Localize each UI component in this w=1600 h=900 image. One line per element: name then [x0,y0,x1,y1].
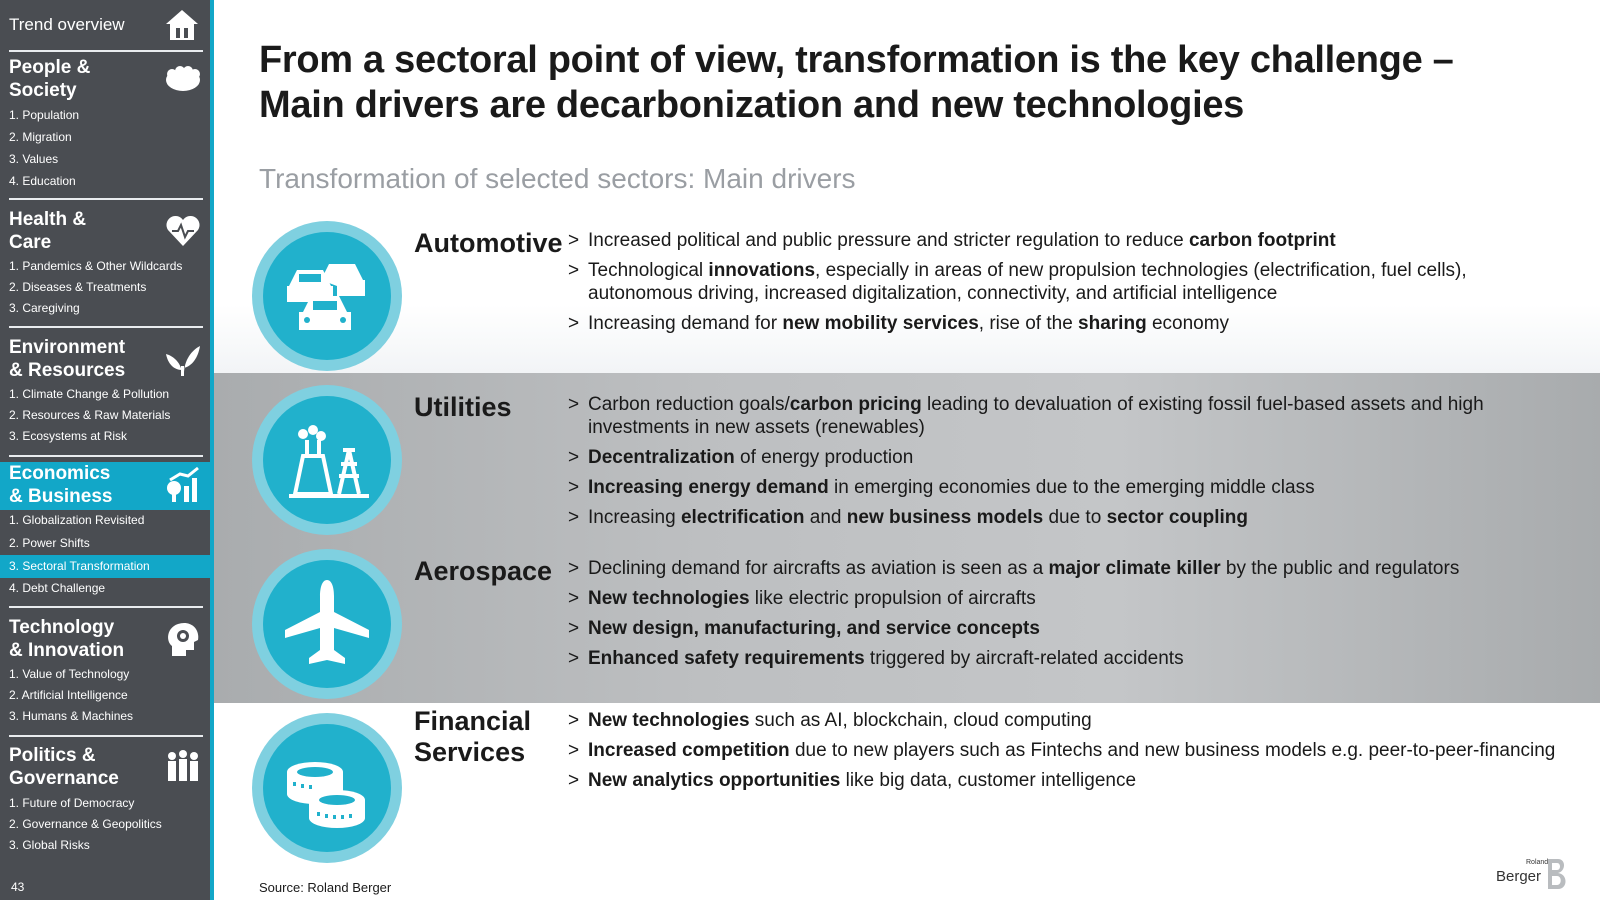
bullet-point: > Increasing electrification and new business models due to sector coupling [566,506,1566,529]
nav-item-future-of-democracy[interactable]: 1. Future of Democracy [9,796,135,810]
nav-item-global-risks[interactable]: 3. Global Risks [9,838,90,852]
bullets-utilities [566,393,1566,536]
bullet-point: > Declining demand for aircrafts as aviation is seen as a major climate killer by the public and regulators [566,557,1566,580]
section-health-care[interactable]: Health & Care [0,208,210,256]
sector-name-automotive: Automotive [414,228,563,258]
head-gear-icon [164,620,202,658]
sidebar [0,0,210,900]
airplane-icon [277,574,377,674]
section-people-society[interactable]: People & Society [0,56,210,104]
page-title: From a sectoral point of view, transformation is the key challenge – Main drivers are decarbonization and new technologies [259,39,1454,126]
divider [9,735,203,737]
bullets-automotive [566,229,1566,342]
divider [9,326,203,328]
aerospace-icon-circle [252,549,402,699]
bullet-point: > Increasing energy demand in emerging economies due to the emerging middle class [566,476,1566,499]
source-note: Source: Roland Berger [259,880,392,895]
leaf-icon [164,340,202,378]
heart-icon [164,212,202,250]
bullet-point: > Increasing demand for new mobility services, rise of the sharing economy [566,312,1566,335]
power-plant-icon [277,410,377,510]
section-politics-governance[interactable]: Politics & Governance [0,744,210,792]
automotive-icon-circle [252,221,402,371]
utilities-icon-circle [252,385,402,535]
trend-overview-label: Trend overview [9,15,125,34]
bullet-point: > New technologies such as AI, blockchain, cloud computing [566,709,1566,732]
coins-icon [277,738,377,838]
nav-item-climate-change[interactable]: 1. Climate Change & Pollution [9,387,170,401]
bullets-aerospace [566,557,1566,677]
house-icon [164,8,200,42]
nav-item-artificial-intelligence[interactable]: 2. Artificial Intelligence [9,688,128,702]
financial-services-icon-circle [252,713,402,863]
sector-name-aerospace: Aerospace [414,556,553,586]
nav-item-debt-challenge[interactable]: 4. Debt Challenge [9,581,106,595]
nav-item-education[interactable]: 4. Education [9,174,76,188]
bullet-point: > New technologies like electric propulsion of aircrafts [566,587,1566,610]
nav-item-power-shifts[interactable]: 2. Power Shifts [9,536,90,550]
bullet-point: > Enhanced safety requirements triggered by aircraft-related accidents [566,647,1566,670]
nav-item-value-of-technology[interactable]: 1. Value of Technology [9,667,130,681]
cars-icon [277,246,377,346]
section-economics-business[interactable]: Economics & Business [0,462,210,510]
sector-name-financial-services: Financial Services [414,706,532,767]
nav-item-population[interactable]: 1. Population [9,108,80,122]
crowd-icon [164,60,202,98]
bullet-point: > Carbon reduction goals/carbon pricing leading to devaluation of existing fossil fuel-based assets and high investments in new assets (renewables) [566,393,1566,439]
section-environment-resources[interactable]: Environment & Resources [0,336,210,384]
bullet-point: > Technological innovations, especially in areas of new propulsion technologies (electrification, fuel cells), autonomous driving, increased digitalization, connectivity, and artificial intelligence [566,259,1566,305]
nav-item-humans-machines[interactable]: 3. Humans & Machines [9,709,134,723]
bullet-point: > Increased political and public pressure and stricter regulation to reduce carbon footprint [566,229,1566,252]
bullets-financial-services [566,709,1566,799]
nav-item-governance-geopolitics[interactable]: 2. Governance & Geopolitics [9,817,162,831]
nav-item-values[interactable]: 3. Values [9,152,59,166]
bullet-point: > New design, manufacturing, and service concepts [566,617,1566,640]
nav-item-caregiving[interactable]: 3. Caregiving [9,301,80,315]
trend-overview-link[interactable] [0,0,210,50]
divider [9,455,203,457]
bullet-point: > New analytics opportunities like big data, customer intelligence [566,769,1566,792]
page-subtitle: Transformation of selected sectors: Main drivers [259,163,856,194]
sector-name-utilities: Utilities [414,392,512,422]
bullet-point: > Increased competition due to new players such as Fintechs and new business models e.g. peer-to-peer-financing [566,739,1566,762]
divider [9,198,203,200]
divider [9,50,203,52]
growth-chart-icon [164,466,202,504]
page-number: 43 [11,880,25,894]
nav-item-diseases[interactable]: 2. Diseases & Treatments [9,280,147,294]
roland-berger-logo: Roland Berger [1494,855,1572,891]
nav-item-globalization[interactable]: 1. Globalization Revisited [9,513,145,527]
nav-item-sectoral-transformation[interactable]: 3. Sectoral Transformation [0,555,210,578]
nav-item-migration[interactable]: 2. Migration [9,130,72,144]
nav-item-resources[interactable]: 2. Resources & Raw Materials [9,408,171,422]
bullet-point: > Decentralization of energy production [566,446,1566,469]
nav-item-ecosystems[interactable]: 3. Ecosystems at Risk [9,429,128,443]
divider [9,606,203,608]
logo-mark-icon [1546,857,1568,891]
section-technology-innovation[interactable]: Technology & Innovation [0,616,210,664]
people-group-icon [164,748,202,786]
nav-item-pandemics[interactable]: 1. Pandemics & Other Wildcards [9,259,183,273]
